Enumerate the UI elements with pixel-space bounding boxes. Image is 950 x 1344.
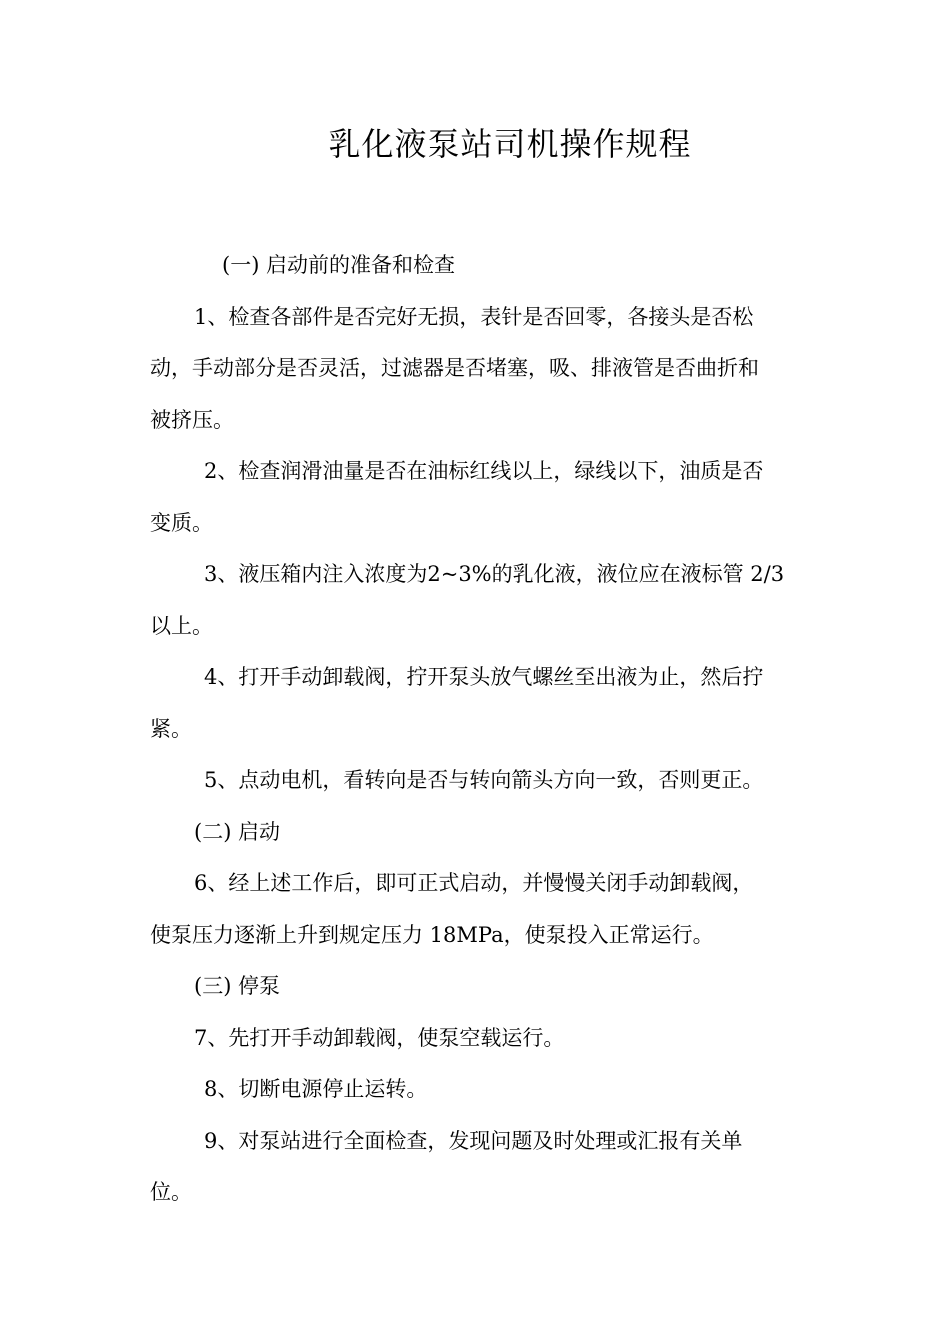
paragraph-line: 5、点动电机，看转向是否与转向箭头方向一致，否则更正。 bbox=[204, 768, 764, 792]
paragraph-line: 位。 bbox=[150, 1180, 192, 1204]
paragraph-line: 使泵压力逐渐上升到规定压力 18MPa，使泵投入正常运行。 bbox=[150, 922, 714, 947]
paragraph-line: 7、先打开手动卸载阀，使泵空载运行。 bbox=[194, 1025, 565, 1050]
paragraph-line: 被挤压。 bbox=[150, 407, 234, 432]
section-heading-3: (三) 停泵 bbox=[194, 974, 281, 998]
paragraph-line: 6、经上述工作后，即可正式启动，并慢慢关闭手动卸载阀， bbox=[194, 871, 754, 895]
document-body bbox=[150, 240, 800, 1219]
paragraph-line: 1、检查各部件是否完好无损，表针是否回零，各接头是否松 bbox=[194, 304, 754, 329]
paragraph-line: 9、对泵站进行全面检查，发现问题及时处理或汇报有关单 bbox=[204, 1128, 743, 1153]
paragraph-line: 2、检查润滑油量是否在油标红线以上，绿线以下，油质是否 bbox=[204, 459, 764, 483]
paragraph-line: 变质。 bbox=[150, 510, 213, 535]
paragraph-line: 3、液压箱内注入浓度为2~3%的乳化液，液位应在液标管 2/3 bbox=[204, 562, 785, 586]
paragraph-line: 紧。 bbox=[150, 716, 192, 741]
document-title: 乳化液泵站司机操作规程 bbox=[328, 125, 692, 163]
section-heading-1: (一) 启动前的准备和检查 bbox=[222, 253, 456, 277]
paragraph-line: 4、打开手动卸载阀，拧开泵头放气螺丝至出液为止，然后拧 bbox=[204, 665, 764, 689]
paragraph-line: 8、切断电源停止运转。 bbox=[204, 1077, 428, 1101]
section-heading-2: (二) 启动 bbox=[194, 819, 281, 844]
paragraph-line: 动，手动部分是否灵活，过滤器是否堵塞，吸、排液管是否曲折和 bbox=[150, 356, 759, 380]
paragraph-line: 以上。 bbox=[150, 613, 213, 638]
